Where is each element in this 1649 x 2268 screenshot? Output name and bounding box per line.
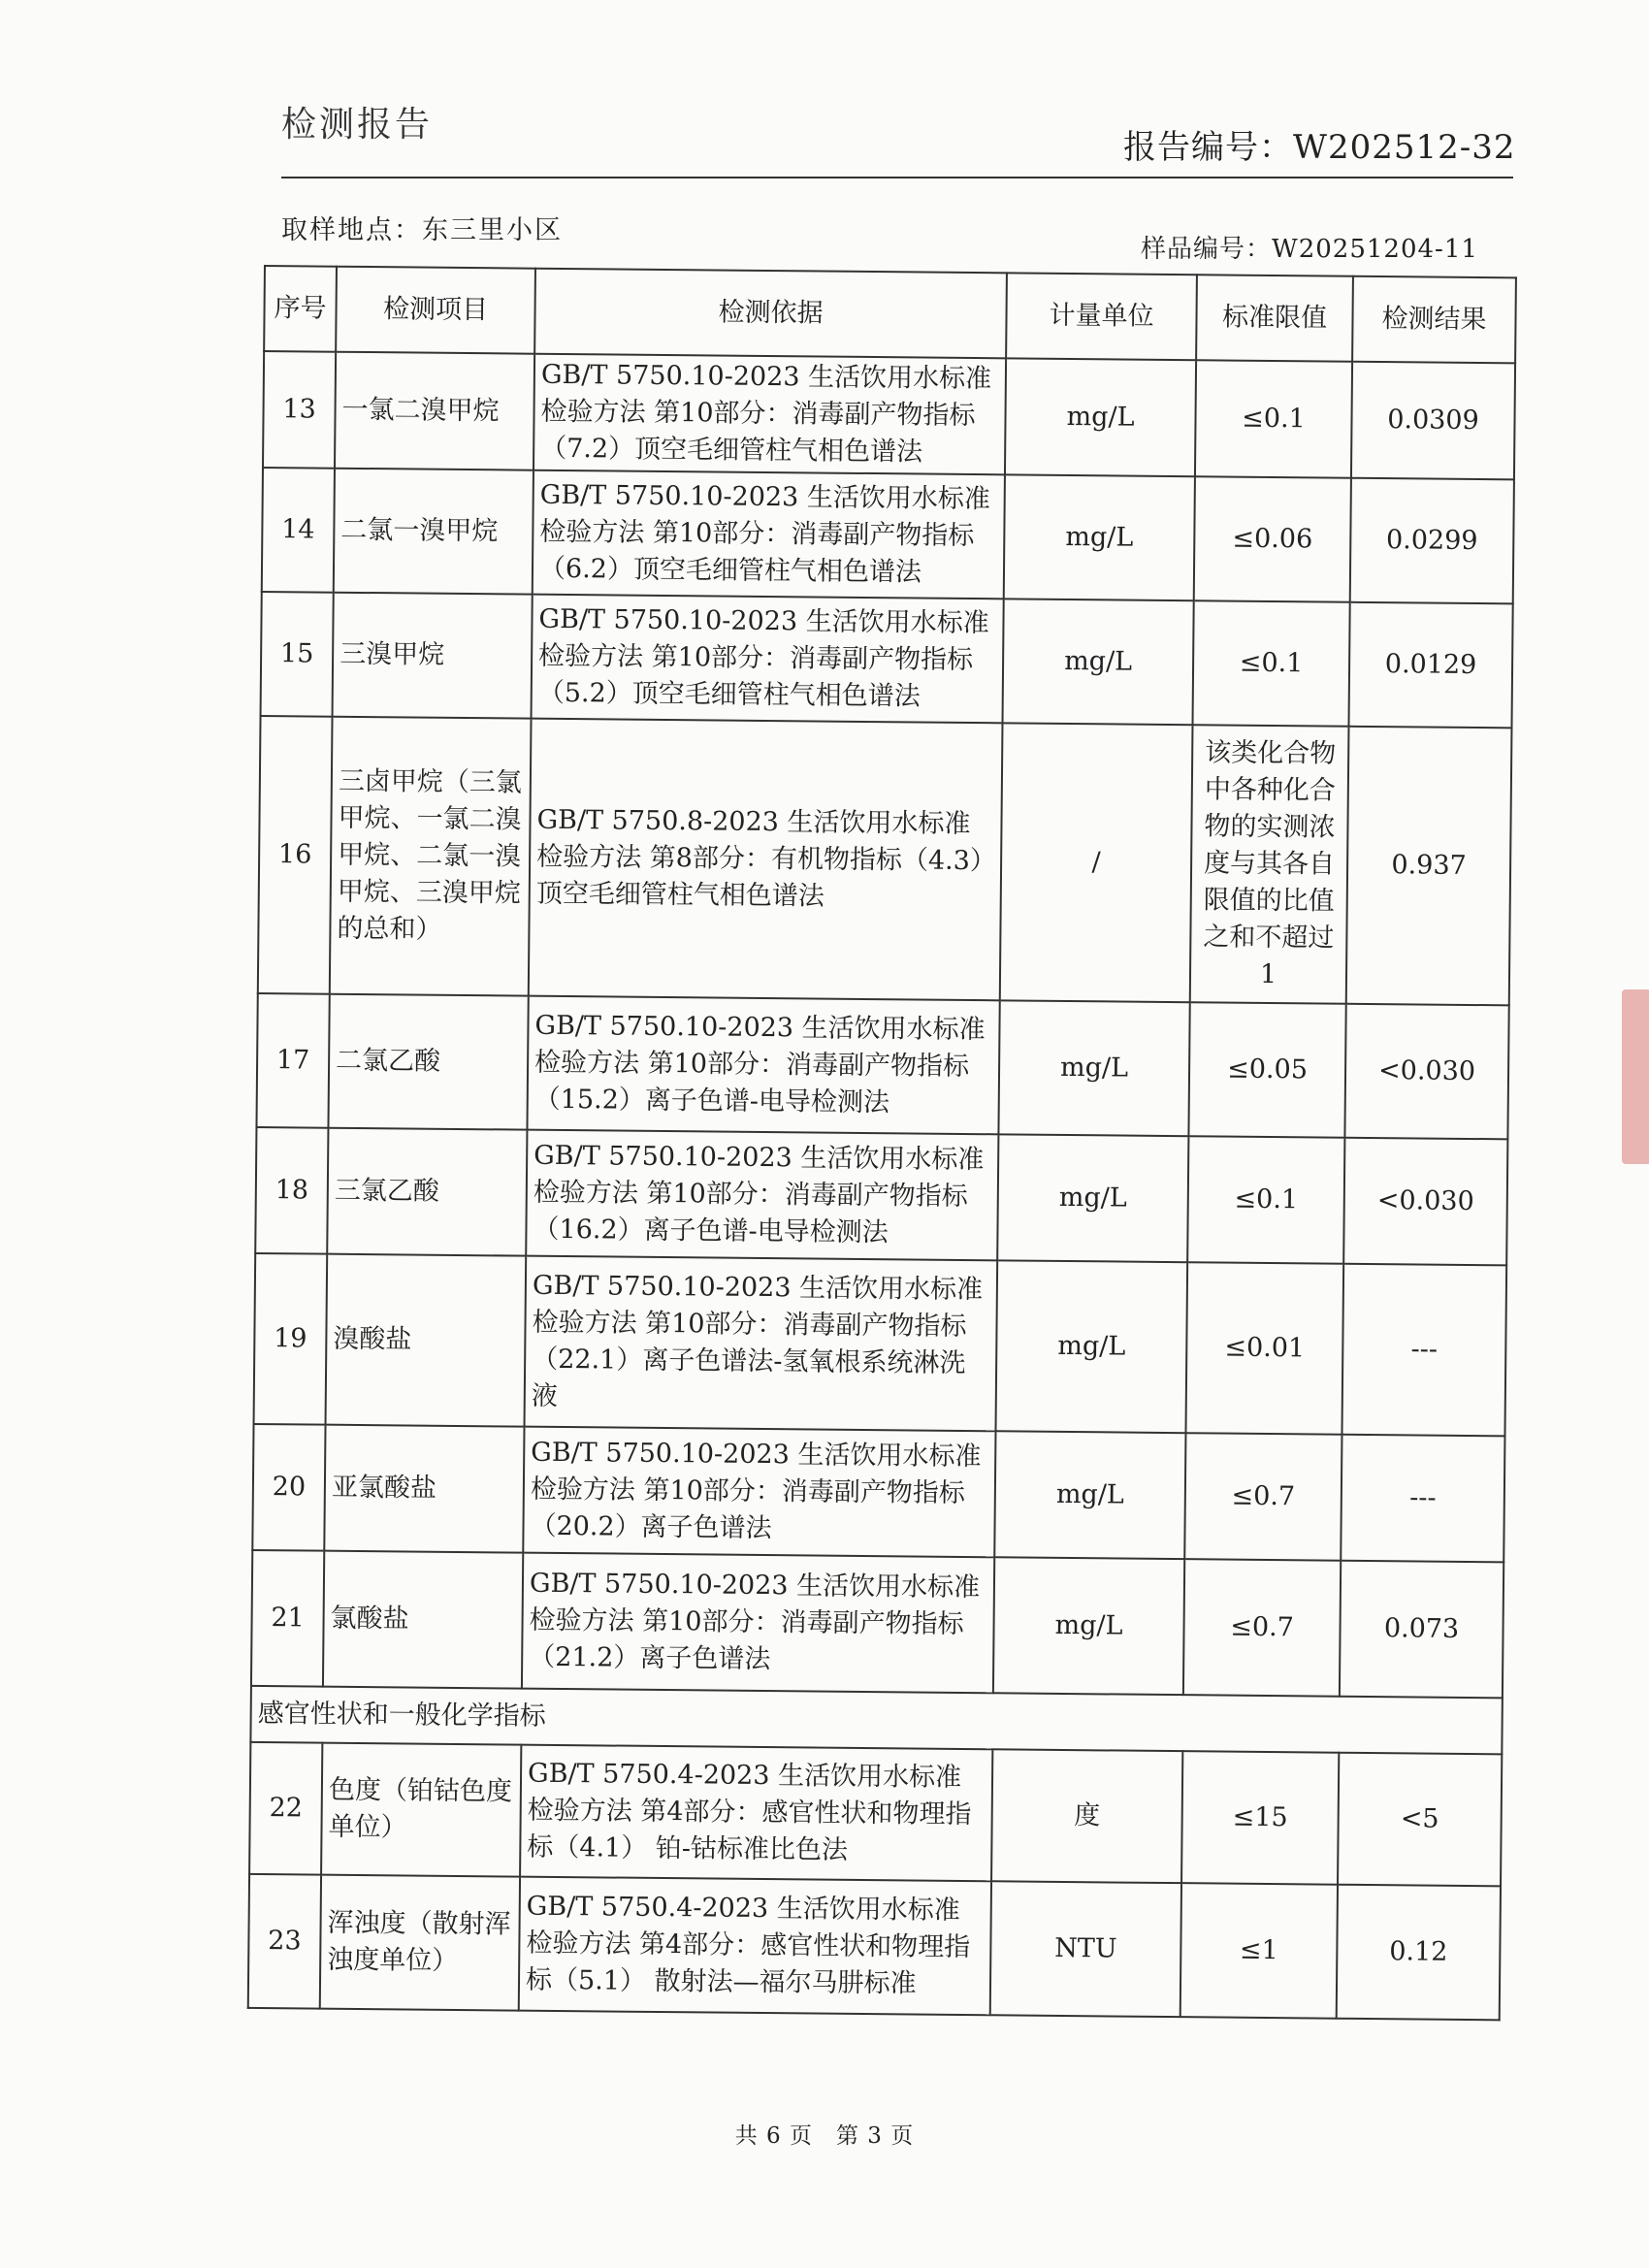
cell-result: 0.937 bbox=[1346, 727, 1512, 1006]
cell-limit: ≤0.06 bbox=[1194, 476, 1351, 602]
cell-result: 0.0299 bbox=[1350, 478, 1514, 604]
cell-limit: ≤0.01 bbox=[1185, 1262, 1343, 1435]
report-title: 检测报告 bbox=[281, 105, 434, 145]
page-counter: 共 6 页 第 3 页 bbox=[734, 2123, 915, 2149]
cell-limit: ≤15 bbox=[1181, 1751, 1339, 1885]
cell-result: 0.0309 bbox=[1351, 362, 1515, 480]
table-row bbox=[254, 1253, 1507, 1436]
table-row bbox=[256, 993, 1508, 1139]
cell-no: 20 bbox=[252, 1424, 325, 1551]
cell-result: <0.030 bbox=[1343, 1138, 1507, 1266]
sampling-location: 取样地点：东三里小区 bbox=[281, 215, 563, 245]
cell-basis: GB/T 5750.10-2023 生活饮用水标准检验方法 第10部分：消毒副产物指标（5.2）顶空毛细管柱气相色谱法 bbox=[532, 595, 1004, 724]
cell-result: <0.030 bbox=[1344, 1004, 1508, 1140]
cell-basis: GB/T 5750.10-2023 生活饮用水标准检验方法 第10部分：消毒副产物指标（21.2）离子色谱法 bbox=[522, 1553, 994, 1694]
cell-item: 溴酸盐 bbox=[326, 1254, 527, 1427]
cell-result: --- bbox=[1342, 1264, 1506, 1437]
test-results-table bbox=[247, 265, 1517, 2021]
cell-limit: ≤0.1 bbox=[1195, 360, 1352, 478]
cell-basis: GB/T 5750.10-2023 生活饮用水标准检验方法 第10部分：消毒副产物指标（15.2）离子色谱-电导检测法 bbox=[527, 996, 999, 1135]
cell-item: 三氯乙酸 bbox=[327, 1128, 527, 1256]
cell-no: 19 bbox=[254, 1253, 328, 1425]
cell-unit: mg/L bbox=[1003, 599, 1194, 725]
header-unit: 计量单位 bbox=[1006, 273, 1197, 360]
cell-unit: mg/L bbox=[1005, 358, 1196, 476]
cell-no: 16 bbox=[258, 716, 333, 994]
cell-basis: GB/T 5750.10-2023 生活饮用水标准检验方法 第10部分：消毒副产物指标（6.2）顶空毛细管柱气相色谱法 bbox=[533, 470, 1005, 599]
cell-limit: ≤0.7 bbox=[1183, 1559, 1341, 1697]
cell-unit: mg/L bbox=[995, 1260, 1187, 1433]
table-row bbox=[258, 716, 1512, 1005]
cell-no: 23 bbox=[248, 1874, 321, 2009]
cell-basis: GB/T 5750.10-2023 生活饮用水标准检验方法 第10部分：消毒副产物指标（22.1）离子色谱法-氢氧根系统淋洗液 bbox=[525, 1256, 998, 1432]
sample-number: 样品编号：W20251204-11 bbox=[1141, 235, 1478, 264]
cell-item: 一氯二溴甲烷 bbox=[335, 352, 534, 470]
cell-item: 色度（铂钴色度单位） bbox=[321, 1743, 521, 1877]
cell-unit: mg/L bbox=[997, 1134, 1188, 1262]
table-row bbox=[261, 592, 1513, 728]
table-row bbox=[252, 1424, 1504, 1562]
cell-item: 亚氯酸盐 bbox=[324, 1425, 524, 1553]
header-basis: 检测依据 bbox=[534, 269, 1007, 359]
cell-result: 0.0129 bbox=[1348, 602, 1512, 729]
cell-item: 三卤甲烷（三氯甲烷、一氯二溴甲烷、二氯一溴甲烷、三溴甲烷的总和） bbox=[330, 717, 532, 996]
cell-unit: NTU bbox=[990, 1881, 1181, 2017]
cell-unit: mg/L bbox=[994, 1431, 1185, 1559]
table-row bbox=[262, 468, 1514, 603]
header-item: 检测项目 bbox=[336, 267, 535, 354]
cell-unit: 度 bbox=[991, 1749, 1182, 1883]
report-number: 报告编号：W202512-32 bbox=[1123, 128, 1516, 167]
section-title: 感官性状和一般化学指标 bbox=[250, 1686, 1502, 1754]
cell-no: 17 bbox=[256, 993, 329, 1128]
cell-item: 三溴甲烷 bbox=[333, 593, 533, 719]
cell-limit: ≤0.05 bbox=[1188, 1002, 1345, 1138]
table-header-row bbox=[264, 266, 1516, 363]
cell-no: 21 bbox=[251, 1550, 324, 1687]
cell-item: 氯酸盐 bbox=[323, 1551, 523, 1689]
table-row bbox=[249, 1742, 1502, 1886]
cell-item: 浑浊度（散射浑浊度单位） bbox=[320, 1875, 520, 2011]
cell-basis: GB/T 5750.4-2023 生活饮用水标准检验方法 第4部分：感官性状和物理指标（4.1） 铂-钴标准比色法 bbox=[520, 1745, 992, 1882]
cell-limit: ≤0.1 bbox=[1187, 1136, 1344, 1264]
table-row bbox=[251, 1550, 1504, 1698]
cell-result: <5 bbox=[1338, 1753, 1502, 1887]
cell-basis: GB/T 5750.4-2023 生活饮用水标准检验方法 第4部分：感官性状和物理指标（5.1） 散射法—福尔马肼标准 bbox=[519, 1877, 991, 2016]
cell-basis: GB/T 5750.8-2023 生活饮用水标准检验方法 第8部分：有机物指标（4.3）顶空毛细管柱气相色谱法 bbox=[529, 719, 1003, 1001]
cell-limit: ≤0.7 bbox=[1184, 1433, 1342, 1561]
cell-unit: mg/L bbox=[993, 1557, 1184, 1695]
cell-basis: GB/T 5750.10-2023 生活饮用水标准检验方法 第10部分：消毒副产物指标（7.2）顶空毛细管柱气相色谱法 bbox=[534, 354, 1006, 475]
cell-no: 13 bbox=[263, 351, 336, 469]
cell-unit: / bbox=[1000, 723, 1193, 1002]
cell-basis: GB/T 5750.10-2023 生活饮用水标准检验方法 第10部分：消毒副产物指标（16.2）离子色谱-电导检测法 bbox=[526, 1130, 998, 1261]
cell-no: 15 bbox=[261, 592, 334, 717]
cell-basis: GB/T 5750.10-2023 生活饮用水标准检验方法 第10部分：消毒副产物指标（20.2）离子色谱法 bbox=[523, 1427, 995, 1558]
header-limit: 标准限值 bbox=[1196, 275, 1353, 362]
cell-limit: ≤1 bbox=[1180, 1883, 1338, 2019]
cell-no: 18 bbox=[255, 1127, 328, 1254]
cell-result: --- bbox=[1341, 1435, 1504, 1563]
cell-result: 0.12 bbox=[1337, 1885, 1501, 2021]
cell-item: 二氯一溴甲烷 bbox=[334, 469, 534, 595]
table-row bbox=[263, 351, 1515, 479]
cell-unit: mg/L bbox=[1004, 474, 1195, 600]
header-divider bbox=[281, 177, 1513, 178]
cell-limit: 该类化合物中各种化合物的实测浓度与其各自限值的比值之和不超过1 bbox=[1190, 725, 1349, 1004]
header-no: 序号 bbox=[264, 266, 337, 352]
cell-no: 22 bbox=[249, 1742, 322, 1875]
header-result: 检测结果 bbox=[1352, 276, 1516, 364]
table-row bbox=[255, 1127, 1507, 1265]
cell-no: 14 bbox=[262, 468, 335, 593]
red-seal-stamp bbox=[1622, 989, 1649, 1164]
cell-limit: ≤0.1 bbox=[1192, 600, 1349, 727]
table-row bbox=[248, 1874, 1501, 2020]
cell-unit: mg/L bbox=[998, 1000, 1189, 1136]
cell-item: 二氯乙酸 bbox=[328, 994, 528, 1130]
cell-result: 0.073 bbox=[1340, 1561, 1504, 1699]
